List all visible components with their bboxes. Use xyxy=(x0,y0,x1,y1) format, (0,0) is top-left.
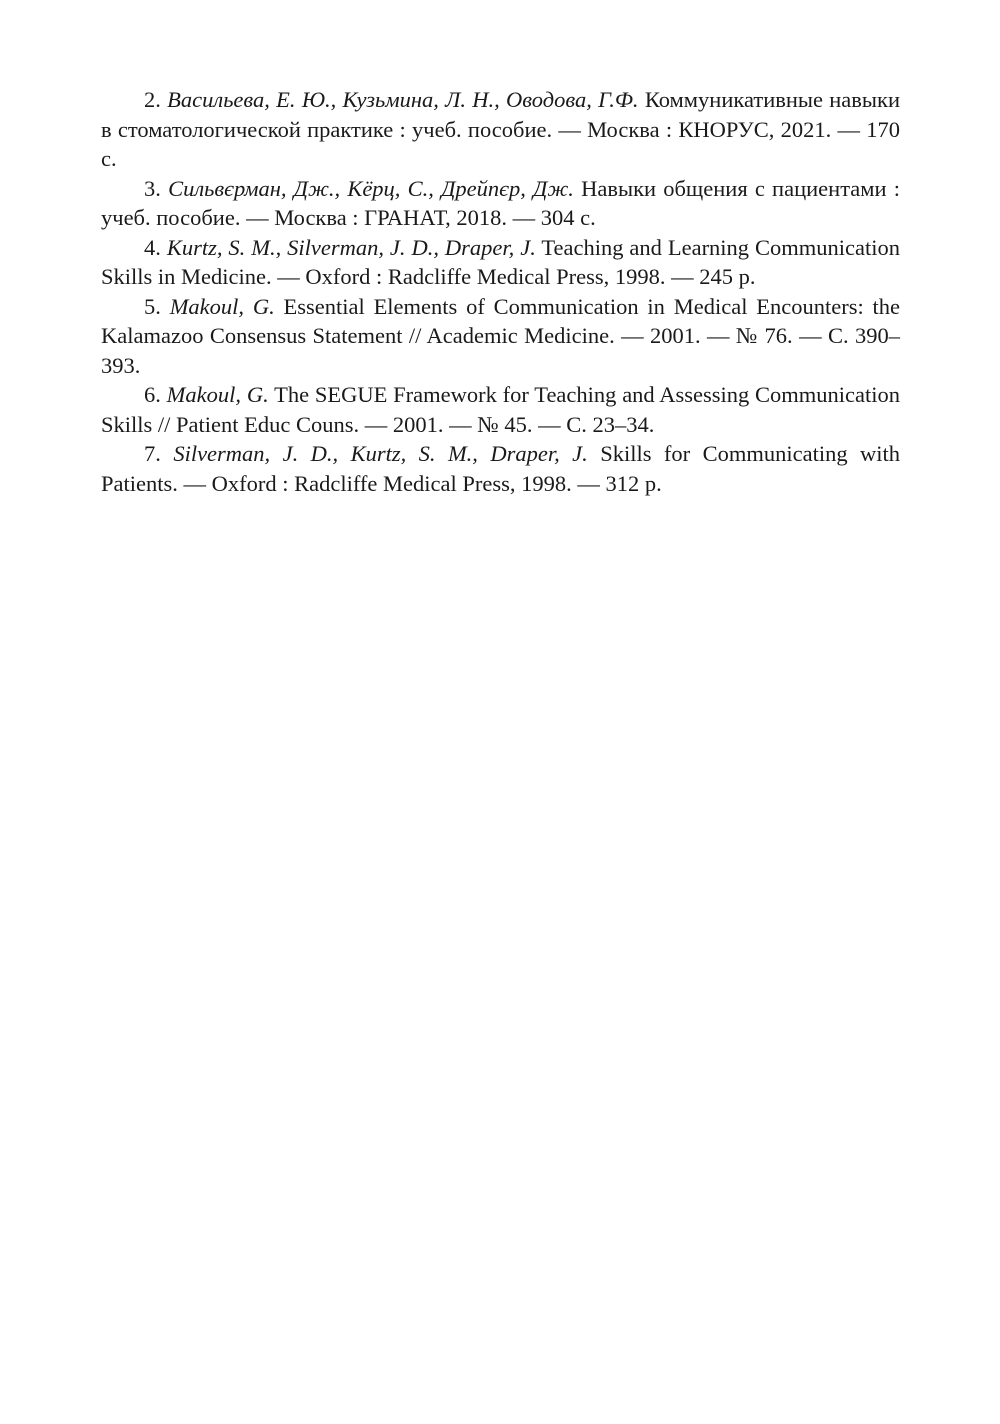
reference-item xyxy=(101,174,900,233)
reference-text: Коммуникативные навыки в стоматологической практике : учеб. пособие. — Москва : КНОРУС, 2021. — 170 с. xyxy=(101,87,901,171)
reference-text: The SEGUE Framework for Teaching and Assessing Communication Skills // Patient Educ Couns. — 2001. — № 45. — С. 23–34. xyxy=(101,382,901,437)
reference-text: Навыки общения с пациентами : учеб. пособие. — Москва : ГРАНАТ, 2018. — 304 с. xyxy=(101,175,901,230)
reference-item xyxy=(101,85,900,174)
reference-authors: Silverman, J. D., Kurtz, S. M., Draper, J. xyxy=(173,441,588,466)
reference-list xyxy=(101,85,900,498)
reference-text: Teaching and Learning Communication Skills in Medicine. — Oxford : Radcliffe Medical Press, 1998. — 245 p. xyxy=(101,234,900,289)
reference-number: 4. xyxy=(144,234,161,260)
reference-number: 3. xyxy=(144,175,161,201)
reference-item xyxy=(101,233,900,292)
reference-number: 6. xyxy=(144,382,161,407)
reference-authors: Васильева, Е. Ю., Кузьмина, Л. Н., Оводова, Г.Ф. xyxy=(167,87,639,112)
reference-authors: Makoul, G. xyxy=(166,382,269,407)
reference-item xyxy=(101,380,900,439)
reference-authors: Makoul, G. xyxy=(169,293,275,319)
reference-text: Skills for Communicating with Patients. — Oxford : Radcliffe Medical Press, 1998. — 312 p. xyxy=(101,441,901,496)
reference-authors: Сильвєрман, Дж., Кёрц, С., Дрейпєр, Дж. xyxy=(168,175,574,201)
reference-number: 5. xyxy=(144,293,161,319)
reference-number: 2. xyxy=(144,87,161,112)
reference-authors: Kurtz, S. M., Silverman, J. D., Draper, J. xyxy=(166,234,536,260)
reference-item xyxy=(101,292,900,381)
reference-number: 7. xyxy=(144,441,161,466)
reference-item xyxy=(101,439,900,498)
reference-text: Essential Elements of Communication in Medical Encounters: the Kalamazoo Consensus Statement // Academic Medicine. — 2001. — № 76. — С. 390–393. xyxy=(101,293,901,378)
